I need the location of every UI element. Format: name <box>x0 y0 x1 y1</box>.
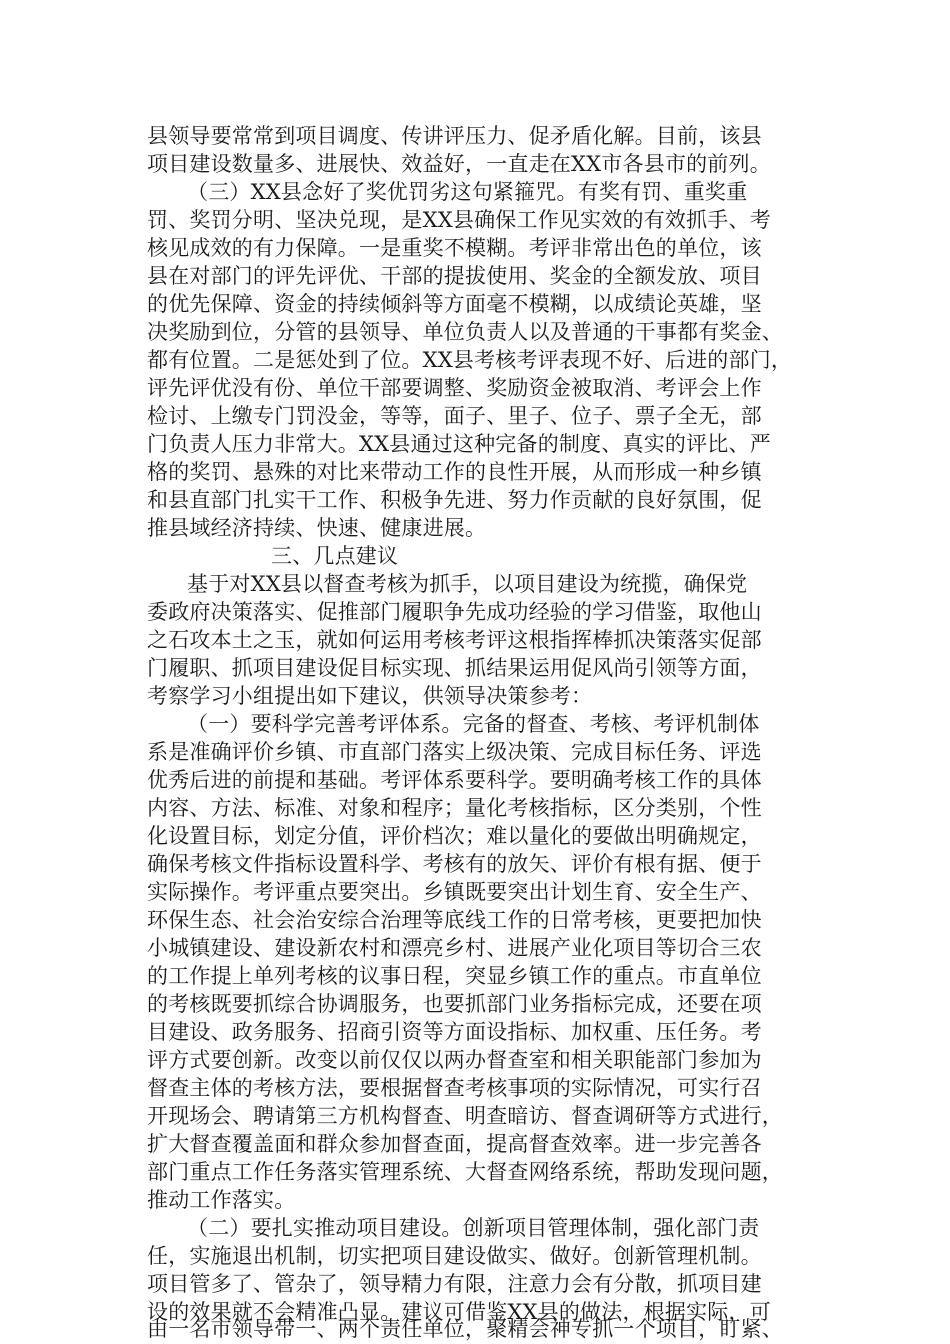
text-line: 由一名市领导带一、两个责任单位，聚精会神专抓一个项目，盯紧、 <box>147 1317 783 1341</box>
text-line: 化设置目标，划定分值，评价档次；难以量化的要做出明确规定， <box>147 824 762 848</box>
text-line: 实际操作。考评重点要突出。乡镇既要突出计划生育、安全生产、 <box>147 880 762 904</box>
text-line: 核见成效的有力保障。一是重奖不模糊。考评非常出色的单位，该 <box>147 236 762 260</box>
text-line: 小城镇建设、建设新农村和漂亮乡村、进展产业化项目等切合三农 <box>147 936 762 960</box>
text-line: 内容、方法、标准、对象和程序；量化考核指标，区分类别，个性 <box>147 796 762 820</box>
text-line: 评方式要创新。改变以前仅仅以两办督查室和相关职能部门参加为 <box>147 1048 762 1072</box>
text-line: 推动工作落实。 <box>147 1188 296 1212</box>
text-line: 基于对XX县以督查考核为抓手，以项目建设为统揽，确保党 <box>187 572 748 596</box>
text-line: 罚、奖罚分明、坚决兑现，是XX县确保工作见实效的有效抓手、考 <box>147 208 771 232</box>
text-line: 的工作提上单列考核的议事日程，突显乡镇工作的重点。市直单位 <box>147 964 762 988</box>
text-line: 委政府决策落实、促推部门履职争先成功经验的学习借鉴，取他山 <box>147 600 762 624</box>
text-line: 推县域经济持续、快速、健康进展。 <box>147 516 487 540</box>
text-line: 评先评优没有份、单位干部要调整、奖励资金被取消、考评会上作 <box>147 376 762 400</box>
text-line: 格的奖罚、悬殊的对比来带动工作的良性开展，从而形成一种乡镇 <box>147 460 762 484</box>
text-line: （一）要科学完善考评体系。完备的督查、考核、考评机制体 <box>187 712 760 736</box>
text-line: 系是准确评价乡镇、市直部门落实上级决策、完成目标任务、评选 <box>147 740 762 764</box>
text-line: 决奖励到位，分管的县领导、单位负责人以及普通的干事都有奖金、 <box>147 320 783 344</box>
section-heading: 三、几点建议 <box>271 544 399 568</box>
text-line: 之石攻本土之玉，就如何运用考核考评这根指挥棒抓决策落实促部 <box>147 628 762 652</box>
text-line: 扩大督查覆盖面和群众参加督查面，提高督查效率。进一步完善各 <box>147 1132 762 1156</box>
text-line: 项目建设数量多、进展快、效益好，一直走在XX市各县市的前列。 <box>147 152 771 176</box>
text-line: 设的效果就不会精准凸显。建议可借鉴XX县的做法，根据实际，可 <box>147 1300 771 1324</box>
text-line: 检讨、上缴专门罚没金，等等，面子、里子、位子、票子全无，部 <box>147 404 762 428</box>
text-line: 县在对部门的评先评优、干部的提拔使用、奖金的全额发放、项目 <box>147 264 762 288</box>
text-line: 和县直部门扎实干工作、积极争先进、努力作贡献的良好氛围，促 <box>147 488 762 512</box>
text-line: （三）XX县念好了奖优罚劣这句紧箍咒。有奖有罚、重奖重 <box>187 180 748 204</box>
text-line: 的考核既要抓综合协调服务，也要抓部门业务指标完成，还要在项 <box>147 992 762 1016</box>
text-line: 优秀后进的前提和基础。考评体系要科学。要明确考核工作的具体 <box>147 768 762 792</box>
text-line: 确保考核文件指标设置科学、考核有的放矢、评价有根有据、便于 <box>147 852 762 876</box>
text-line: 开现场会、聘请第三方机构督查、明查暗访、督查调研等方式进行， <box>147 1104 783 1128</box>
text-line: 县领导要常常到项目调度、传讲评压力、促矛盾化解。目前，该县 <box>147 124 762 148</box>
text-line: 目建设、政务服务、招商引资等方面设指标、加权重、压任务。考 <box>147 1020 762 1044</box>
text-line: 门负责人压力非常大。XX县通过这种完备的制度、真实的评比、严 <box>147 432 771 456</box>
text-line: 督查主体的考核方法，要根据督查考核事项的实际情况，可实行召 <box>147 1076 762 1100</box>
text-line: 项目管多了、管杂了，领导精力有限，注意力会有分散，抓项目建 <box>147 1272 762 1296</box>
text-line: 门履职、抓项目建设促目标实现、抓结果运用促风尚引领等方面， <box>147 656 762 680</box>
text-line: 的优先保障、资金的持续倾斜等方面毫不模糊，以成绩论英雄，坚 <box>147 292 762 316</box>
text-line: （二）要扎实推动项目建设。创新项目管理体制，强化部门责 <box>187 1216 760 1240</box>
text-line: 环保生态、社会治安综合治理等底线工作的日常考核，更要把加快 <box>147 908 762 932</box>
text-line: 部门重点工作任务落实管理系统、大督查网络系统，帮助发现问题， <box>147 1160 783 1184</box>
text-line: 任，实施退出机制，切实把项目建设做实、做好。创新管理机制。 <box>147 1244 762 1268</box>
text-line: 考察学习小组提出如下建议，供领导决策参考： <box>147 684 593 708</box>
text-line: 都有位置。二是惩处到了位。XX县考核考评表现不好、后进的部门， <box>147 348 793 372</box>
